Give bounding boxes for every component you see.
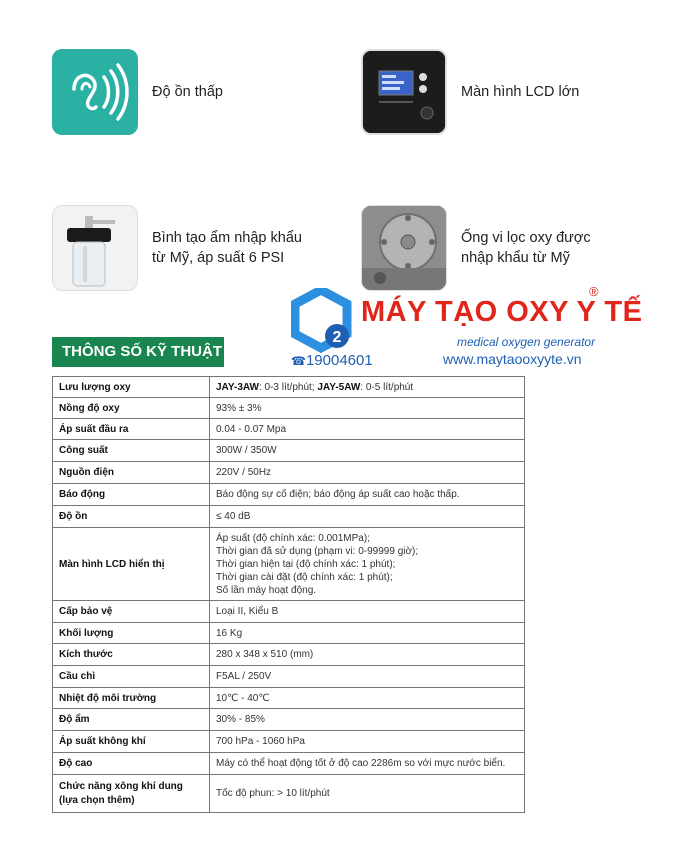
spec-key: Màn hình LCD hiển thị	[53, 528, 210, 601]
table-row	[53, 666, 525, 688]
feature-label: Bình tạo ẩm nhập khẩu từ Mỹ, áp suất 6 PSI	[152, 230, 302, 266]
spec-table	[52, 376, 525, 813]
table-row	[53, 709, 525, 731]
brand-phone[interactable]	[291, 352, 373, 369]
spec-value: 700 hPa - 1060 hPa	[210, 731, 525, 753]
table-row	[53, 398, 525, 419]
table-row	[53, 623, 525, 644]
phone-number: 19004601	[305, 352, 373, 369]
phone-icon: ☎	[291, 354, 306, 368]
table-row	[53, 688, 525, 709]
spec-value: F5AL / 250V	[210, 666, 525, 688]
table-row	[53, 644, 525, 666]
brand-name: MÁY TẠO OXY Y TẾ	[361, 296, 643, 328]
ear-icon	[52, 49, 138, 135]
spec-key: Áp suất không khí	[53, 731, 210, 753]
spec-value: 220V / 50Hz	[210, 462, 525, 484]
sieve-filter-image	[361, 205, 447, 291]
lcd-screen-image	[361, 49, 447, 135]
spec-value: 280 x 348 x 510 (mm)	[210, 644, 525, 666]
feature-lcd-screen	[361, 49, 579, 135]
spec-value: 93% ± 3%	[210, 398, 525, 419]
logo-digit: 2	[332, 329, 342, 346]
humidifier-bottle-image	[52, 205, 138, 291]
table-row	[53, 528, 525, 601]
spec-key: Báo động	[53, 484, 210, 506]
spec-key: Công suất	[53, 440, 210, 462]
spec-key: Cầu chì	[53, 666, 210, 688]
table-row	[53, 753, 525, 775]
feature-label: Độ ồn thấp	[152, 84, 223, 100]
spec-key: Kích thước	[53, 644, 210, 666]
table-row	[53, 731, 525, 753]
section-title: THÔNG SỐ KỸ THUẬT	[52, 337, 224, 367]
table-row	[53, 419, 525, 440]
spec-key: Nguồn điện	[53, 462, 210, 484]
spec-key: Khối lượng	[53, 623, 210, 644]
spec-value: 300W / 350W	[210, 440, 525, 462]
spec-value: Báo động sự cố điện; báo động áp suất cao hoặc thấp.	[210, 484, 525, 506]
spec-value: JAY-3AW: 0-3 lít/phút; JAY-5AW: 0-5 lít/phút	[210, 377, 525, 398]
spec-key: Áp suất đầu ra	[53, 419, 210, 440]
spec-value: ≤ 40 dB	[210, 506, 525, 528]
brand-slogan: medical oxygen generator	[457, 335, 596, 349]
brand-block	[291, 284, 643, 373]
table-row	[53, 601, 525, 623]
table-row	[53, 484, 525, 506]
feature-low-noise	[52, 49, 223, 135]
brand-logo	[291, 288, 355, 354]
table-row	[53, 775, 525, 813]
spec-key: Cấp bảo vệ	[53, 601, 210, 623]
spec-value: Máy có thể hoạt động tốt ở độ cao 2286m so với mực nước biển.	[210, 753, 525, 775]
spec-value: 0.04 - 0.07 Mpa	[210, 419, 525, 440]
spec-key: Độ ẩm	[53, 709, 210, 731]
table-row	[53, 462, 525, 484]
feature-humidifier	[52, 205, 302, 291]
spec-value: 30% - 85%	[210, 709, 525, 731]
spec-value: 16 Kg	[210, 623, 525, 644]
spec-key: Lưu lượng oxy	[53, 377, 210, 398]
table-row	[53, 440, 525, 462]
spec-value: 10℃ - 40℃	[210, 688, 525, 709]
spec-key: Độ cao	[53, 753, 210, 775]
spec-key: Nồng độ oxy	[53, 398, 210, 419]
spec-key: Độ ồn	[53, 506, 210, 528]
spec-key: Nhiệt độ môi trường	[53, 688, 210, 709]
table-row	[53, 377, 525, 398]
spec-value: Áp suất (độ chính xác: 0.001MPa); Thời gian đã sử dụng (phạm vi: 0-99999 giờ); Thời gian hiện tại (độ chính xác: 1 phút); Thời gian cài đặt (độ chính xác: 1 phút); Số lần máy hoạt động.	[210, 528, 525, 601]
table-row	[53, 506, 525, 528]
spec-value: Loại II, Kiểu B	[210, 601, 525, 623]
feature-label: Màn hình LCD lớn	[461, 84, 580, 100]
feature-label: Ống vi lọc oxy được nhập khẩu từ Mỹ	[461, 230, 591, 266]
spec-key: Chức năng xông khí dung (lựa chọn thêm)	[53, 775, 210, 813]
registered-mark: ®	[589, 284, 599, 299]
feature-filter	[361, 205, 591, 291]
spec-value: Tốc độ phun: > 10 lít/phút	[210, 775, 525, 813]
brand-website[interactable]: www.maytaooxyyte.vn	[443, 351, 582, 367]
